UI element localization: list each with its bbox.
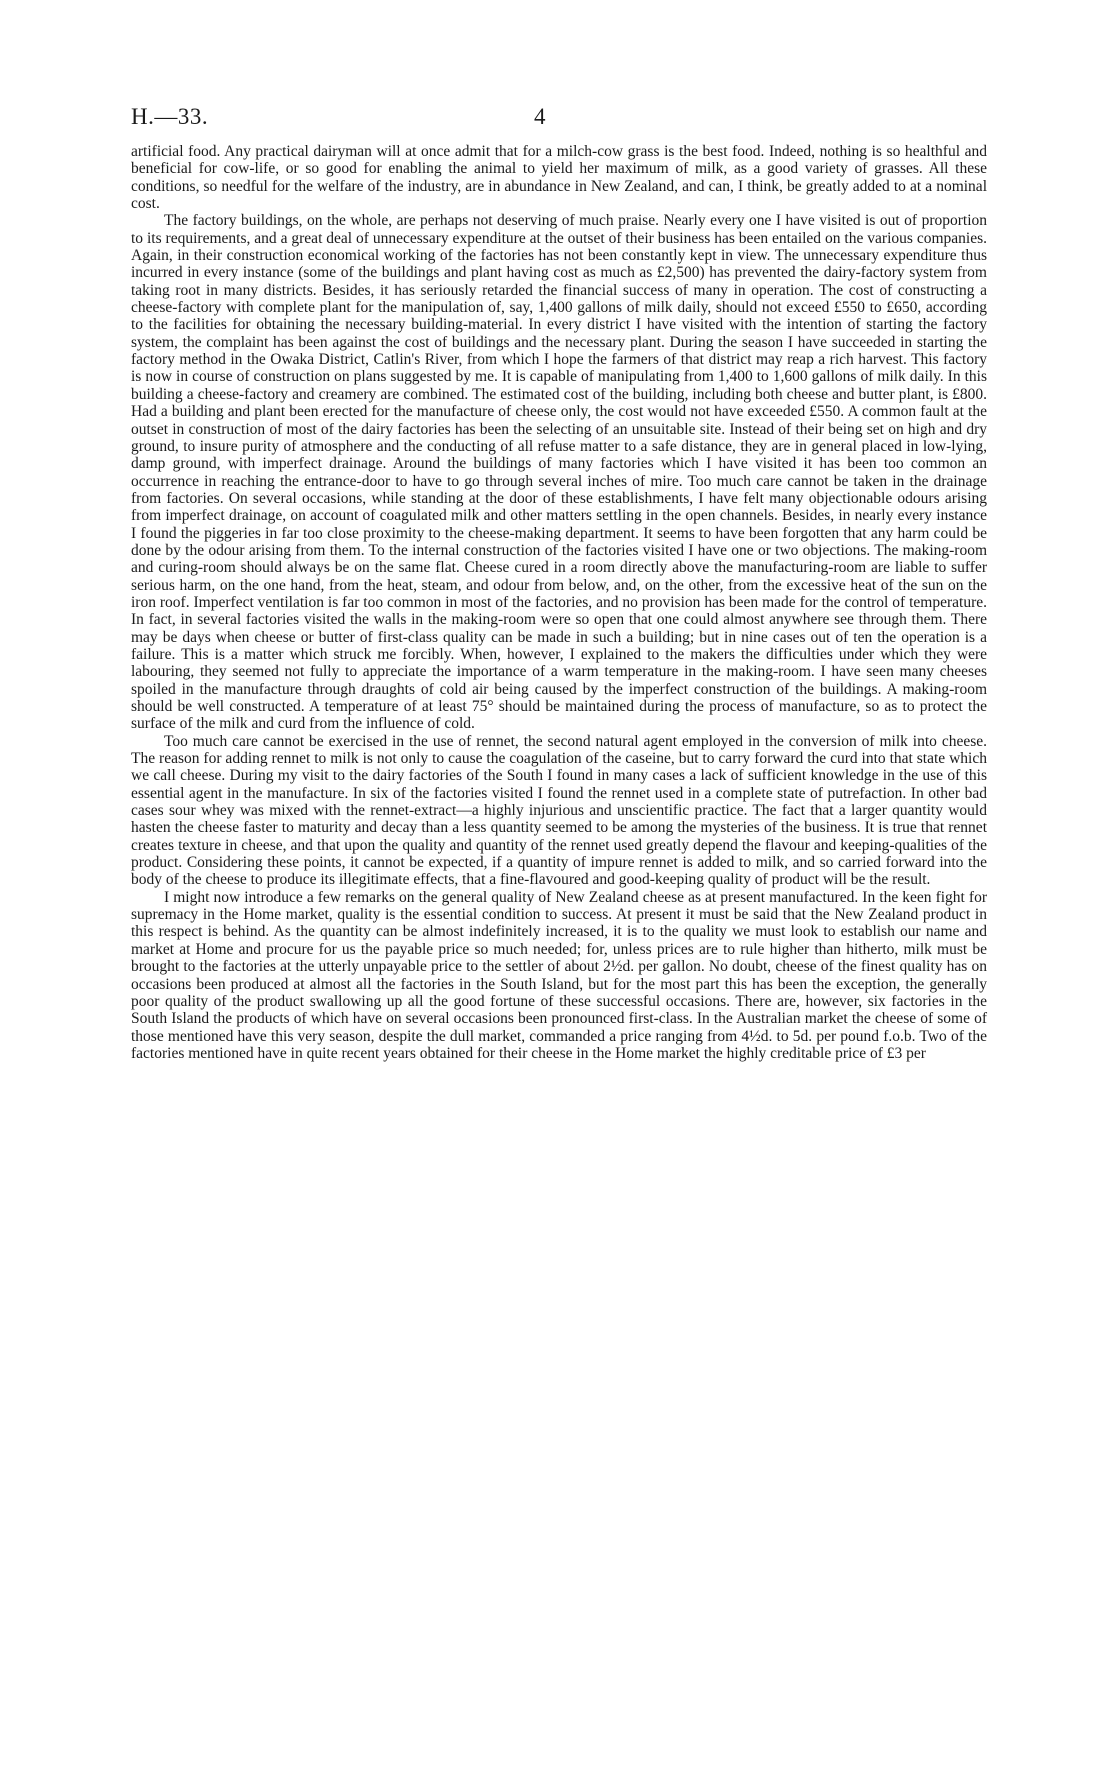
paragraph-rennet: Too much care cannot be exercised in the use of rennet, the second natural agent employed in the conversion of milk into cheese. The reason for adding rennet to milk is not only to cause the coagulation of the caseine, but to carry forward the curd into that state which we call cheese. During my visit to the dairy factories of the South I found in many cases a lack of sufficient knowledge in the use of this essential agent in the manufacture. In six of the factories visited I found the rennet used in a complete state of putrefaction. In other bad cases sour whey was mixed with the rennet-extract—a highly injurious and unscientific practice. The fact that a larger quantity would hasten the cheese faster to maturity and decay than a less quantity seemed to be among the mysteries of the business. It is true that rennet creates texture in cheese, and that upon the quality and quantity of the rennet used greatly depend the flavour and keeping-qualities of the product. Considering these points, it cannot be expected, if a quantity of impure rennet is added to milk, and so carried forward into the body of the cheese to produce its illegitimate effects, that a fine-flavoured and good-keeping quality of product will be the result. <box>131 732 987 889</box>
page-number: 4 <box>534 104 546 129</box>
paragraph-continuation: artificial food. Any practical dairyman will at once admit that for a milch-cow grass is the best food. Indeed, nothing is so healthful and beneficial for cow-life, or so good for enabling the animal to yield her maximum of milk, as a good variety of grasses. All these conditions, so needful for the welfare of the industry, are in abundance in New Zealand, and can, I think, be greatly added to at a nominal cost. <box>131 143 987 213</box>
paragraph-cheese-quality: I might now introduce a few remarks on the general quality of New Zealand cheese as at present manufactured. In the keen fight for supremacy in the Home market, quality is the essential condition to success. At present it must be said that the New Zealand product in this respect is behind. As the quantity can be almost indefinitely increased, it is to the quality we must look to establish our name and market at Home and procure for us the payable price so much needed; for, unless prices are to rule higher than hitherto, milk must be brought to the factories at the utterly unpayable price to the settler of about 2½d. per gallon. No doubt, cheese of the finest quality has on occasions been produced at almost all the factories in the South Island, but for the most part this has been the exception, the generally poor quality of the product swallowing up all the good fortune of these successful occasions. There are, however, six factories in the South Island the products of which have on several occasions been pronounced first-class. In the Australian market the cheese of some of those mentioned have this very season, despite the dull market, commanded a price ranging from 4½d. to 5d. per pound f.o.b. Two of the factories mentioned have in quite recent years obtained for their cheese in the Home market the highly creditable price of £3 per <box>131 888 987 1062</box>
document-reference: H.—33. <box>131 104 209 129</box>
page-header <box>131 104 1011 134</box>
paragraph-factory-buildings: The factory buildings, on the whole, are perhaps not deserving of much praise. Nearly every one I have visited is out of proportion to its requirements, and a great deal of unnecessary expenditure at the outset of their business has been entailed on the various companies. Again, in their construction economical working of the factories has not been constantly kept in view. The unnecessary expenditure thus incurred in every instance (some of the buildings and plant having cost as much as £2,500) has prevented the dairy-factory system from taking root in many districts. Besides, it has seriously retarded the financial success of many in operation. The cost of constructing a cheese-factory with complete plant for the manipulation of, say, 1,400 gallons of milk daily, should not exceed £550 to £650, according to the facilities for obtaining the necessary building-material. In every district I have visited with the intention of starting the factory system, the complaint has been against the cost of buildings and the necessary plant. During the season I have succeeded in starting the factory method in the Owaka District, Catlin's River, from which I hope the farmers of that district may reap a rich harvest. This factory is now in course of construction on plans suggested by me. It is capable of manipulating from 1,400 to 1,600 gallons of milk daily. In this building a cheese-factory and creamery are combined. The estimated cost of the building, including both cheese and butter plant, is £800. Had a building and plant been erected for the manufacture of cheese only, the cost would not have exceeded £550. A common fault at the outset in construction of most of the dairy factories has been the selecting of an unsuitable site. Instead of their being set on high and dry ground, to insure purity of atmosphere and the conducting of all refuse matter to a safe distance, they are in general placed in low-lying, damp ground, with imperfect drainage. Around the buildings of many factories which I have visited it has been too common an occurrence in reaching the entrance-door to have to go through several inches of mire. Too much care cannot be taken in the drainage from factories. On several occasions, while standing at the door of these establishments, I have felt many objectionable odours arising from imperfect drainage, on account of coagulated milk and other matters settling in the open channels. Besides, in nearly every instance I found the piggeries in far too close proximity to the cheese-making department. It seems to have been forgotten that any harm could be done by the odour arising from them. To the internal construction of the factories visited I have one or two objections. The making-room and curing-room should always be on the same flat. Cheese cured in a room directly above the manufacturing-room are liable to suffer serious harm, on the one hand, from the heat, steam, and odour from below, and, on the other, from the excessive heat of the sun on the iron roof. Imperfect ventilation is far too common in most of the factories, and no provision has been made for the control of temperature. In fact, in several factories visited the walls in the making-room were so open that one could almost anywhere see through them. There may be days when cheese or butter of first-class quality can be made in such a building; but in nine cases out of ten the operation is a failure. This is a matter which struck me forcibly. When, however, I explained to the makers the difficulties under which they were labouring, they seemed not fully to appreciate the importance of a warm temperature in the making-room. I have seen many cheeses spoiled in the manufacture through draughts of cold air being caused by the imperfect construction of the buildings. A making-room should be well constructed. A temperature of at least 75° should be maintained during the process of manufacture, so as to protect the surface of the milk and curd from the influence of cold. <box>131 212 987 733</box>
body-text <box>131 143 987 1062</box>
